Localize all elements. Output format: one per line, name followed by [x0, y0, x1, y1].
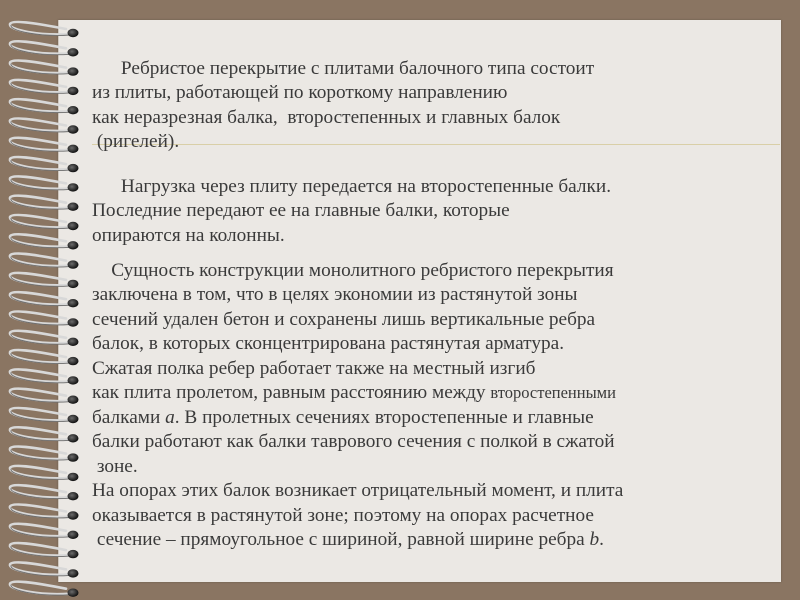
text-line: (ригелей).: [92, 131, 180, 152]
binding-ring: [10, 215, 70, 227]
binding-hole: [68, 453, 79, 461]
binding-ring: [10, 99, 70, 111]
binding-ring: [10, 273, 70, 285]
binding-ring: [10, 543, 70, 555]
binding-hole: [68, 357, 79, 365]
binding-hole: [68, 473, 79, 481]
binding-hole: [68, 318, 79, 326]
binding-hole: [68, 531, 79, 539]
binding-ring: [10, 118, 70, 130]
paragraph-ribbed-slab: [92, 32, 782, 155]
binding-hole: [68, 222, 79, 230]
binding-ring: [10, 582, 70, 594]
binding-hole: [68, 241, 79, 249]
text-span: . В пролетных сечениях второстепенные и главные: [174, 406, 594, 428]
binding-ring: [10, 485, 70, 497]
text-span: балками: [92, 406, 166, 428]
binding-hole: [68, 67, 79, 75]
binding-ring: [10, 138, 70, 150]
binding-ring: [10, 234, 70, 246]
binding-ring: [10, 408, 70, 420]
text-line: балки работают как балки таврового сечения с полкой в сжатой: [92, 431, 615, 452]
binding-ring: [10, 157, 70, 169]
variable-b: b: [589, 529, 600, 550]
text-line: Нагрузка через плиту передается на второстепенные балки.: [92, 175, 612, 197]
binding-hole: [68, 145, 79, 153]
binding-ring: [10, 524, 70, 536]
binding-hole: [68, 338, 79, 346]
binding-ring: [10, 504, 70, 516]
text-line: сечений удален бетон и сохранены лишь вертикальные ребра: [92, 308, 596, 330]
binding-hole: [68, 434, 79, 442]
text-line: [92, 528, 782, 553]
binding-ring: [10, 562, 70, 574]
binding-ring: [10, 350, 70, 362]
text-line: На опорах этих балок возникает отрицательный момент, и плита: [92, 480, 624, 501]
binding-ring: [10, 22, 70, 34]
text-span: .: [599, 529, 604, 550]
binding-ring: [10, 61, 70, 73]
text-span: сечение – прямоугольное с шириной, равной ширине ребра: [92, 529, 590, 550]
binding-ring: [10, 254, 70, 266]
binding-hole: [68, 492, 79, 500]
binding-hole: [68, 589, 79, 597]
text-line: [92, 381, 782, 406]
binding-hole: [68, 125, 79, 133]
binding-hole: [68, 260, 79, 268]
binding-ring: [10, 389, 70, 401]
binding-ring: [10, 292, 70, 304]
binding-hole: [68, 299, 79, 307]
binding-ring: [10, 311, 70, 323]
variable-a: a: [165, 406, 175, 428]
text-line: как неразрезная балка, второстепенных и главных балок: [92, 106, 561, 128]
binding-hole: [68, 376, 79, 384]
binding-hole: [68, 164, 79, 172]
binding-hole: [68, 550, 79, 558]
text-line: Сжатая полка ребер работает также на местный изгиб: [92, 357, 536, 379]
text-line: из плиты, работающей по короткому направлению: [92, 82, 508, 103]
text-line: Сущность конструкции монолитного ребристого перекрытия: [92, 259, 614, 281]
text-span: второстепенными: [490, 383, 616, 402]
binding-hole: [68, 511, 79, 519]
binding-hole: [68, 203, 79, 211]
spiral-binding-icon: [0, 0, 100, 600]
binding-ring: [10, 369, 70, 381]
binding-hole: [68, 396, 79, 404]
text-line: заключена в том, что в целях экономии из растянутой зоны: [92, 284, 578, 305]
text-line: балок, в которых сконцентрирована растянутая арматура.: [92, 333, 565, 354]
binding-ring: [10, 176, 70, 188]
binding-ring: [10, 80, 70, 92]
text-span: как плита пролетом, равным расстоянию между: [92, 382, 491, 403]
text-line: [92, 406, 782, 431]
binding-hole: [68, 183, 79, 191]
binding-hole: [68, 29, 79, 37]
paragraph-essence: [92, 234, 782, 553]
binding-hole: [68, 280, 79, 288]
binding-ring: [10, 447, 70, 459]
binding-ring: [10, 196, 70, 208]
text-line: Ребристое перекрытие с плитами балочного типа состоит: [92, 57, 595, 79]
binding-hole: [68, 569, 79, 577]
binding-hole: [68, 415, 79, 423]
binding-hole: [68, 106, 79, 114]
binding-ring: [10, 427, 70, 439]
text-line: зоне.: [92, 455, 138, 477]
binding-hole: [68, 87, 79, 95]
binding-ring: [10, 331, 70, 343]
binding-hole: [68, 48, 79, 56]
text-line: Последние передают ее на главные балки, которые: [92, 200, 510, 221]
binding-ring: [10, 466, 70, 478]
text-line: опираются на колонны.: [92, 224, 285, 246]
text-line: оказывается в растянутой зоне; поэтому на опорах расчетное: [92, 504, 594, 526]
binding-ring: [10, 41, 70, 53]
